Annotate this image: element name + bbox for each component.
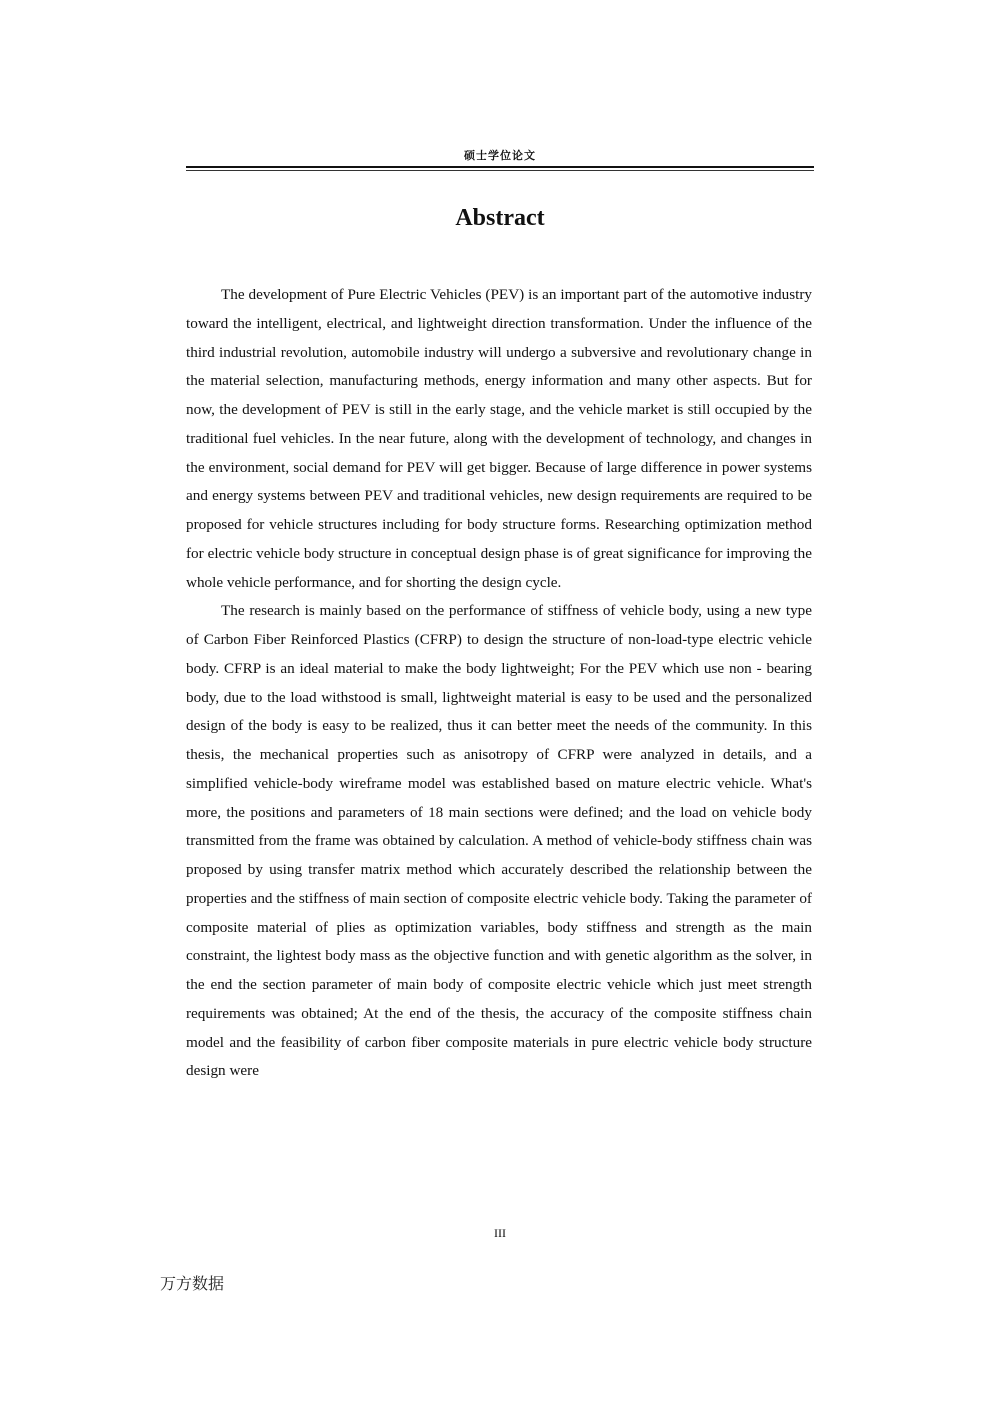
page-title: Abstract bbox=[455, 205, 545, 231]
header-divider-thick bbox=[186, 166, 814, 168]
running-header-title: 硕士学位论文 bbox=[464, 149, 536, 162]
header-divider-thin bbox=[186, 170, 814, 171]
watermark-text: 万方数据 bbox=[160, 1274, 225, 1293]
page-number: III bbox=[494, 1226, 506, 1240]
abstract-body bbox=[186, 281, 812, 1086]
abstract-paragraph-1: The development of Pure Electric Vehicles (PEV) is an important part of the automotive industry toward the intelligent, electrical, and lightweight direction transformation. Under the influence of the third industrial revolution, automobile industry will undergo a subversive and revolutionary change in the material selection, manufacturing methods, energy information and many other aspects. But for now, the development of PEV is still in the early stage, and the vehicle market is still occupied by the traditional fuel vehicles. In the near future, along with the development of technology, and changes in the environment, social demand for PEV will get bigger. Because of large difference in power systems and energy systems between PEV and traditional vehicles, new design requirements are required to be proposed for vehicle structures including for body structure forms. Researching optimization method for electric vehicle body structure in conceptual design phase is of great significance for improving the whole vehicle performance, and for shorting the design cycle. bbox=[186, 286, 812, 591]
abstract-paragraph-2: The research is mainly based on the performance of stiffness of vehicle body, using a new type of Carbon Fiber Reinforced Plastics (CFRP) to design the structure of non-load-type electric vehicle body. CFRP is an ideal material to make the body lightweight; For the PEV which use non - bearing body, due to the load withstood is small, lightweight material is easy to be used and the personalized design of the body is easy to be realized, thus it can better meet the needs of the community. In this thesis, the mechanical properties such as anisotropy of CFRP were analyzed in details, and a simplified vehicle-body wireframe model was established based on mature electric vehicle. What's more, the positions and parameters of 18 main sections were defined; and the load on vehicle body transmitted from the frame was obtained by calculation. A method of vehicle-body stiffness chain was proposed by using transfer matrix method which accurately described the relationship between the properties and the stiffness of main section of composite electric vehicle body. Taking the parameter of composite material of plies as optimization variables, body stiffness and strength as the main constraint, the lightest body mass as the objective function and with genetic algorithm as the solver, in the end the section parameter of main body of composite electric vehicle which just meet strength requirements was obtained; At the end of the thesis, the accuracy of the composite stiffness chain model and the feasibility of carbon fiber composite materials in pure electric vehicle body structure design were bbox=[186, 602, 812, 1080]
